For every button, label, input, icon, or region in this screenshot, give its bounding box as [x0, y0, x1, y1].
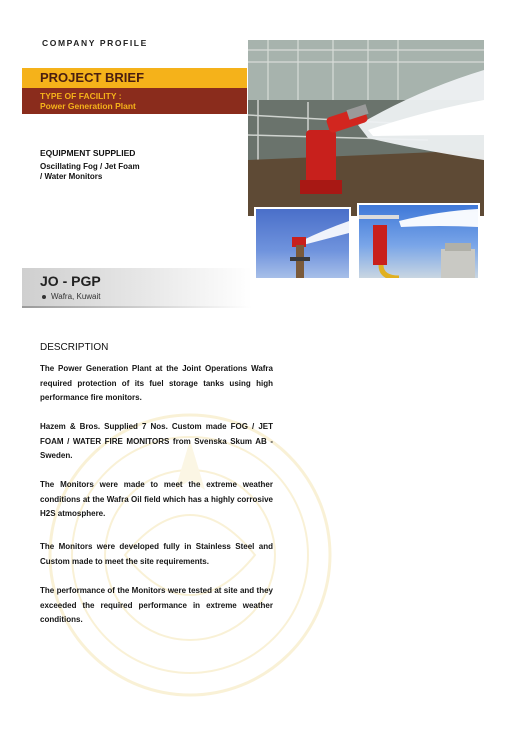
description-paragraph: The performance of the Monitors were tested at site and they exceeded the required performance in extreme weather conditions.	[40, 586, 273, 624]
photo-monitor-spray-right	[357, 203, 480, 280]
left-photo-illustration	[256, 209, 349, 278]
equipment-line-1: Oscillating Fog / Jet Foam	[40, 162, 140, 171]
description-paragraph: The Monitors were made to meet the extreme weather conditions at the Wafra Oil field which has a highly corrosive H2S atmosphere.	[40, 480, 273, 518]
project-brief-title: PROJECT BRIEF	[40, 70, 145, 85]
project-location-text: Wafra, Kuwait	[51, 292, 101, 301]
equipment-heading: EQUIPMENT SUPPLIED	[40, 148, 136, 158]
equipment-line-2: / Water Monitors	[40, 172, 103, 181]
description-heading: DESCRIPTION	[40, 342, 109, 353]
project-location	[42, 292, 101, 301]
description-paragraph: Hazem & Bros. Supplied 7 Nos. Custom made FOG / JET FOAM / WATER FIRE MONITORS from Svenska Skum AB - Sweden.	[40, 422, 273, 460]
company-profile-label: COMPANY PROFILE	[42, 38, 148, 48]
main-photo-illustration	[248, 40, 484, 216]
photo-monitor-spray-left	[254, 207, 351, 280]
right-photo-illustration	[359, 205, 478, 278]
project-code-underline	[22, 306, 252, 308]
facility-type-label: TYPE OF FACILITY :	[40, 91, 122, 101]
project-code: JO - PGP	[40, 273, 101, 289]
description-paragraph: The Power Generation Plant at the Joint Operations Wafra required protection of its fuel storage tanks using high performance fire monitors.	[40, 364, 273, 402]
facility-type-value: Power Generation Plant	[40, 101, 136, 111]
main-photo-fire-monitor	[248, 40, 484, 216]
bullet-icon	[42, 295, 46, 299]
facility-type	[40, 91, 136, 111]
description-paragraph: The Monitors were developed fully in Stainless Steel and Custom made to meet the site requirements.	[40, 542, 273, 566]
equipment-list	[40, 162, 170, 182]
